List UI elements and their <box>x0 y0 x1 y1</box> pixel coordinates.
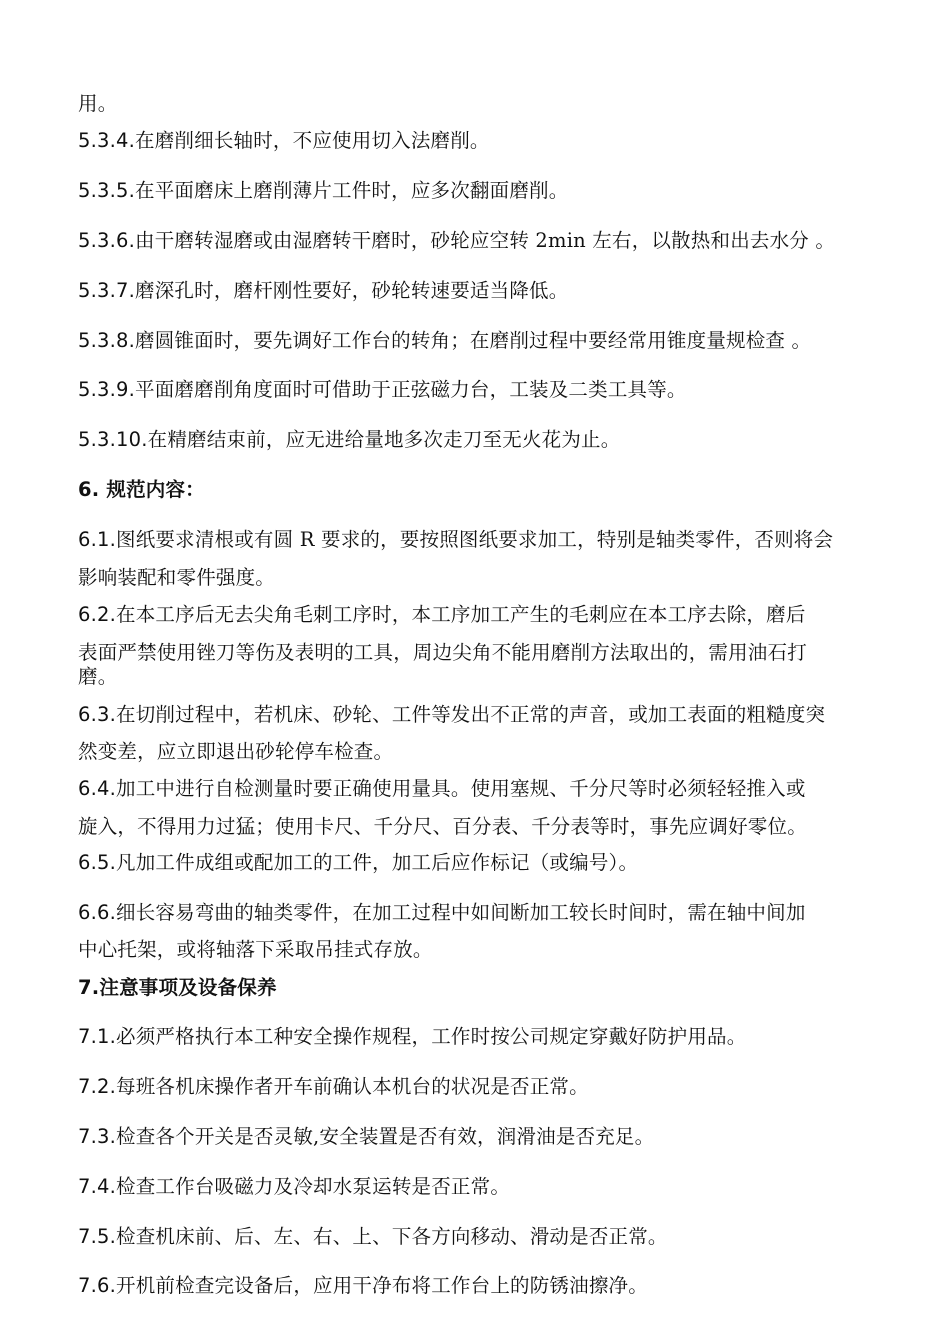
item-7-3: 7.3.检查各个开关是否灵敏,安全装置是否有效，润滑油是否充足。 <box>78 1125 655 1148</box>
item-6-2-cont: 表面严禁使用锉刀等伤及表明的工具，周边尖角不能用磨削方法取出的，需用油石打 <box>78 641 807 664</box>
item-6-3-cont: 然变差，应立即退出砂轮停车检查。 <box>78 740 394 763</box>
item-6-4-cont: 旋入，不得用力过猛；使用卡尺、千分尺、百分表、千分表等时，事先应调好零位。 <box>78 815 807 838</box>
item-6-2: 6.2.在本工序后无去尖角毛刺工序时，本工序加工产生的毛刺应在本工序去除，磨后 <box>78 603 806 626</box>
item-6-1: 6.1.图纸要求清根或有圆 R 要求的，要按照图纸要求加工，特别是轴类零件，否则将会 <box>78 528 834 551</box>
item-7-4: 7.4.检查工作台吸磁力及冷却水泵运转是否正常。 <box>78 1175 511 1198</box>
item-5-3-8: 5.3.8.磨圆锥面时，要先调好工作台的转角；在磨削过程中要经常用锥度量规检查 。 <box>78 329 812 352</box>
item-6-6-cont: 中心托架，或将轴落下采取吊挂式存放。 <box>78 938 433 961</box>
item-6-1-cont: 影响装配和零件强度。 <box>78 566 276 589</box>
section-heading-6: 6. 规范内容： <box>78 478 205 501</box>
item-5-3-9: 5.3.9.平面磨磨削角度面时可借助于正弦磁力台，工装及二类工具等。 <box>78 378 687 401</box>
item-7-6: 7.6.开机前检查完设备后，应用干净布将工作台上的防锈油擦净。 <box>78 1274 648 1297</box>
item-5-3-5: 5.3.5.在平面磨床上磨削薄片工件时，应多次翻面磨削。 <box>78 179 569 202</box>
section-heading-7: 7.注意事项及设备保养 <box>78 976 277 999</box>
item-5-3-6: 5.3.6.由干磨转湿磨或由湿磨转干磨时，砂轮应空转 2min 左右，以散热和出去水分 。 <box>78 229 836 252</box>
item-6-6: 6.6.细长容易弯曲的轴类零件，在加工过程中如间断加工较长时间时，需在轴中间加 <box>78 901 806 924</box>
item-5-3-10: 5.3.10.在精磨结束前，应无进给量地多次走刀至无火花为止。 <box>78 428 621 451</box>
item-7-2: 7.2.每班各机床操作者开车前确认本机台的状况是否正常。 <box>78 1075 589 1098</box>
item-7-5: 7.5.检查机床前、后、左、右、上、下各方向移动、滑动是否正常。 <box>78 1225 668 1248</box>
item-6-4: 6.4.加工中进行自检测量时要正确使用量具。使用塞规、千分尺等时必须轻轻推入或 <box>78 777 806 800</box>
item-6-2-cont: 磨。 <box>78 665 118 688</box>
item-6-5: 6.5.凡加工件成组或配加工的工件，加工后应作标记（或编号）。 <box>78 851 639 874</box>
paragraph-continuation: 用。 <box>78 92 118 115</box>
item-5-3-7: 5.3.7.磨深孔时，磨杆刚性要好，砂轮转速要适当降低。 <box>78 279 569 302</box>
item-5-3-4: 5.3.4.在磨削细长轴时，不应使用切入法磨削。 <box>78 129 490 152</box>
item-6-3: 6.3.在切削过程中，若机床、砂轮、工件等发出不正常的声音，或加工表面的粗糙度突 <box>78 703 826 726</box>
item-7-1: 7.1.必须严格执行本工种安全操作规程，工作时按公司规定穿戴好防护用品。 <box>78 1025 747 1048</box>
